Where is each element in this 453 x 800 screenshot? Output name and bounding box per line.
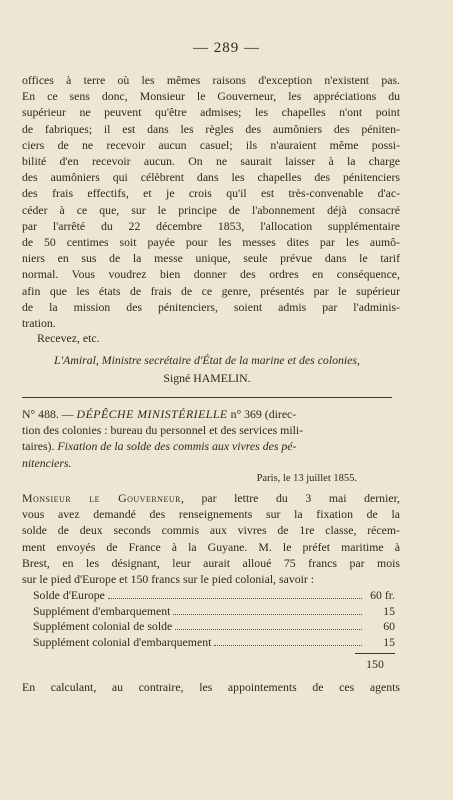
heading-line: tion des colonies : bureau du personnel et des services mili-: [22, 423, 304, 438]
text-line: supérieur ne peuvent qu'être admises; les chapelles n'ont point: [22, 105, 400, 120]
text-line: En calculant, au contraire, les appointements de ces agents: [22, 680, 400, 694]
salary-amount: 15: [383, 634, 395, 649]
salary-label: Supplément colonial d'embarquement: [33, 634, 212, 649]
salutation-rest: , par lettre du 3 mai dernier,: [180, 491, 400, 505]
text-line: vous avez demandé des renseignements sur la fixation de la: [22, 507, 400, 522]
dispatch-number: N° 488.: [22, 407, 59, 421]
text-line: de fabriques; il est dans les règles des aumôniers des péniten-: [22, 121, 400, 136]
paragraph-calcul: [22, 679, 400, 695]
dot-leader: [173, 614, 362, 615]
dot-leader: [214, 645, 362, 646]
salary-table: [33, 588, 395, 650]
salary-row: [33, 635, 395, 651]
text-line: céder à ce que, sur le principe de l'abonnement déjà consacré: [22, 202, 400, 217]
salary-row: [33, 604, 395, 620]
text-line: ment envoyés de France à la Guyane. M. le préfet maritime à: [22, 539, 400, 554]
salary-label: Solde d'Europe: [33, 588, 105, 602]
text-line: niers en sus de la messe unique, seule prévue dans le tarif: [22, 251, 400, 266]
total-rule: [355, 653, 395, 654]
salary-amount: 15: [383, 603, 395, 618]
text-line: des aumôniers qui célèbrent dans les chapelles des pénitenciers: [22, 170, 400, 185]
paragraph-letter: [22, 490, 400, 587]
text-line: par l'arrêté du 22 décembre 1853, l'allocation supplémentaire: [22, 218, 400, 233]
salary-label: Supplément colonial de solde: [33, 619, 173, 634]
salary-row: [33, 588, 395, 604]
text-line: des frais effectifs, et je crois qu'il est très-convenable d'ac-: [22, 186, 400, 201]
text-line: de la mission des pénitenciers, soient admis par l'adminis-: [22, 299, 400, 314]
salary-row: [33, 619, 395, 635]
text-line: bilité d'en recevoir aucun. On ne saurait laisser à la charge: [22, 154, 400, 169]
closing-recevez: Recevez, etc.: [37, 331, 100, 345]
text-line: tration.: [22, 316, 56, 331]
text-line: ciers de ne recevoir aucun casuel; ils n'auraient même possi-: [22, 137, 400, 152]
heading-line: [22, 438, 400, 454]
dispatch-heading: [22, 406, 400, 471]
text-line: solde de deux seconds commis aux vivres de 1re classe, récem-: [22, 523, 400, 538]
dot-leader: [108, 598, 362, 599]
dot-leader: [175, 629, 362, 630]
salary-amount: 60: [383, 619, 395, 634]
text-line: offices à terre où les mêmes raisons d'exception n'existent pas.: [22, 73, 400, 87]
section-divider: [22, 397, 392, 398]
text-line: sur le pied d'Europe et 150 francs sur le pied colonial, savoir :: [22, 572, 315, 587]
text-line: Brest, en les désignant, leur aurait alloué 75 francs par mois: [22, 555, 400, 570]
paragraph-offices: [22, 72, 400, 331]
salary-total: 150: [366, 657, 384, 671]
heading-line: nitenciers.: [22, 455, 72, 470]
salutation: Monsieur le Gouverneur: [22, 491, 181, 505]
heading-text: taires).: [22, 439, 55, 454]
text-line: de 50 centimes soit payée pour les messes dites par les aumô-: [22, 235, 400, 250]
dispatch-ref: n° 369 (direc-: [227, 407, 297, 421]
heading-subject: Fixation de la solde des commis aux vivres des pé-: [54, 439, 297, 454]
salary-amount: 60 fr.: [370, 588, 395, 602]
heading-dash: —: [58, 407, 77, 421]
text-line: normal. Vous voudrez bien donner des ordres en conséquence,: [22, 267, 400, 282]
salary-label: Supplément d'embarquement: [33, 603, 171, 618]
dispatch-title: DÉPÊCHE MINISTÉRIELLE: [76, 407, 228, 421]
text-line: afin que les états de frais de ce genre, présentés par le supérieur: [22, 283, 400, 298]
signatory-title: L'Amiral, Ministre secrétaire d'État de la marine et des colonies,: [54, 353, 360, 367]
text-line: En ce sens donc, Monsieur le Gouverneur, les appréciations du: [22, 89, 400, 104]
text-line: [22, 490, 400, 506]
page-number-header: — 289 —: [193, 40, 260, 56]
heading-line: [22, 406, 400, 422]
dispatch-dateline: Paris, le 13 juillet 1855.: [256, 473, 357, 484]
signatory-name: Signé HAMELIN.: [163, 371, 251, 385]
